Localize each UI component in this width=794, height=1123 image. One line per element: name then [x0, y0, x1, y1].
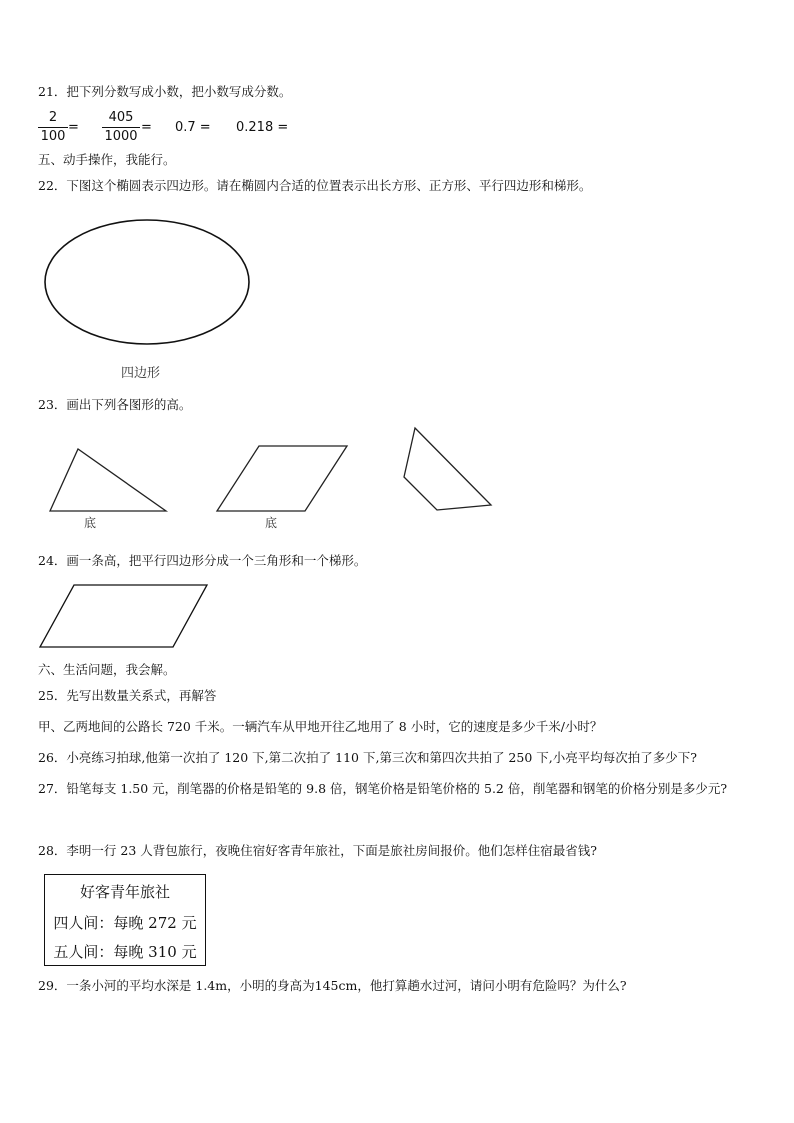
sign-four-person-room: 四人间：每晚 272 元 [53, 914, 197, 932]
question-27-text: 27．铅笔每支 1.50 元，削笔器的价格是铅笔的 9.8 倍，钢笔价格是铅笔价格的 5.2 倍，削笔器和钢笔的价格分别是多少元? [38, 781, 728, 796]
question-22-text: 22．下图这个椭圆表示四边形。请在椭圆内合适的位置表示出长方形、正方形、平行四边形和梯形。 [38, 178, 592, 193]
fraction-denominator: 1000 [104, 129, 138, 144]
question-23-text: 23．画出下列各图形的高。 [38, 397, 192, 412]
question-25-text: 25．先写出数量关系式，再解答 [38, 688, 217, 703]
section-6-heading: 六、生活问题，我会解。 [38, 662, 176, 677]
equals-sign: = [68, 120, 79, 135]
question-24-text: 24．画一条高，把平行四边形分成一个三角形和一个梯形。 [38, 553, 367, 568]
question-26-text: 26．小亮练习拍球,他第一次拍了 120 下,第二次拍了 110 下,第三次和第四次共拍了 250 下,小亮平均每次拍了多少下? [38, 750, 697, 765]
fraction-numerator: 2 [48, 110, 58, 125]
parallelogram-q24 [40, 585, 207, 647]
triangle-figure [50, 449, 166, 511]
parallelogram-figure [217, 446, 347, 511]
question-25-problem: 甲、乙两地间的公路长 720 千米。一辆汽车从甲地开往乙地用了 8 小时，它的速度是多少千米/小时？ [38, 719, 603, 734]
fraction-denominator: 100 [40, 129, 66, 144]
decimal-0-7: 0.7 = [175, 120, 211, 135]
triangle-base-label: 底 [84, 516, 97, 530]
trapezoid-figure [404, 428, 491, 510]
sign-title: 好客青年旅社 [79, 883, 170, 901]
hostel-price-sign [44, 874, 206, 966]
question-21-text: 21．把下列分数写成小数，把小数写成分数。 [38, 84, 292, 99]
question-29-text: 29．一条小河的平均水深是 1.4m，小明的身高为145cm，他打算趟水过河，请问小明有危险吗？为什么? [38, 978, 627, 993]
parallelogram-base-label: 底 [265, 516, 278, 530]
section-5-heading: 五、动手操作，我能行。 [38, 152, 176, 167]
fraction-numerator: 405 [108, 110, 134, 125]
question-28-text: 28．李明一行 23 人背包旅行，夜晚住宿好客青年旅社，下面是旅社房间报价。他们怎样住宿最省钱? [38, 843, 597, 858]
sign-five-person-room: 五人间：每晚 310 元 [53, 943, 197, 961]
equals-sign: = [141, 120, 152, 135]
decimal-0-218: 0.218 = [236, 120, 289, 135]
ellipse-label: 四边形 [121, 366, 161, 381]
quadrilateral-ellipse [45, 220, 249, 344]
